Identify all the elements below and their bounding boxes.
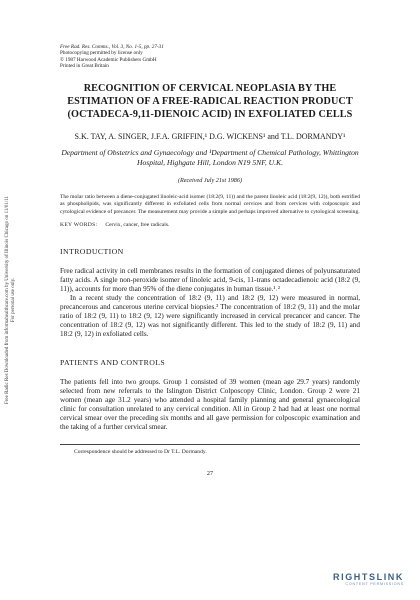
abstract: The molar ratio between a diene-conjugated linoleic-acid isomer (18:2(9, 11)) and the parent linoleic acid (18:2(9, 12)), both estrified as phospholipids, was significantly different in exfoliated cells from normal cervices and from cervices with colposcopic and cytological evidence of precancer. The measurement may provide a simple and perhaps improved alternative to cytological screening. xyxy=(60,194,360,215)
keywords xyxy=(60,222,360,229)
journal-citation: Free Rad. Res. Comms., Vol. 3, No. 1-5, pp. 27-31 xyxy=(60,44,164,50)
article-page xyxy=(60,44,360,477)
rightslink-logo-tagline: CONTENT PERMISSIONS xyxy=(345,582,404,586)
keywords-value: Cervix, cancer, free radicals. xyxy=(105,221,170,228)
printed-note: Printed in Great Britain xyxy=(60,62,109,69)
keywords-label: KEY WORDS: xyxy=(60,221,98,228)
author-affiliation: Department of Obstetrics and Gynaecology and ¹Department of Chemical Pathology, Whittington Hospital, Highgate Hill, London N19 5NF, U.K. xyxy=(61,148,359,168)
rightslink-logo[interactable] xyxy=(333,572,404,586)
correspondence-footnote: Correspondence should be addressed to Dr T.L. Dormandy. xyxy=(74,449,207,456)
introduction-body xyxy=(60,267,360,340)
introduction-heading: INTRODUCTION xyxy=(60,246,124,256)
patients-paragraph-1: The patients fell into two groups. Group 1 consisted of 39 women (mean age 29.7 years) randomly selected from new referrals to the Islington District Colposcopy Clinic, London. Group 2 were 21 women (mean age 31.2 years) who attended a hospital family planning and general gynaecological clinic for consultation unrelated to any cervical condition. All in Group 2 had had at least one normal cervical smear over the preceding six months and all gave permission for colposcopic examination and the taking of a further cervical smear. xyxy=(60,377,360,432)
introduction-paragraph-1: Free radical activity in cell membranes results in the formation of conjugated dienes of polyunsaturated fatty acids. A single non-peroxide isomer of linoleic acid, 9-cis, 11-trans octadecadienoic acid (18:2 (9, 11)), accounts for more than 95% of the diene conjugates in human tissue.¹˒² xyxy=(60,266,360,293)
footnote-divider xyxy=(60,444,360,445)
article-title: RECOGNITION OF CERVICAL NEOPLASIA BY THE ESTIMATION OF A FREE-RADICAL REACTION PRODUCT (OCTADECA-9,11-DIENOIC ACID) IN EXFOLIATED CELLS xyxy=(67,83,353,121)
patients-heading: PATIENTS AND CONTROLS xyxy=(60,357,166,367)
license-note: Photocopying permitted by license only xyxy=(60,50,143,57)
article-authors: S.K. TAY, A. SINGER, J.F.A. GRIFFIN,¹ D.G. WICKENS¹ and T.L. DORMANDY¹ xyxy=(74,132,346,142)
journal-meta xyxy=(60,44,360,69)
download-notice xyxy=(0,150,16,450)
download-notice-line: Free Radic Res Downloaded from informahealthcare.com by University of Illinois Chicago on 11/01/11 xyxy=(5,195,10,405)
page-number: 27 xyxy=(206,470,214,478)
personal-use-notice: For personal use only. xyxy=(11,277,16,323)
introduction-paragraph-2: In a recent study the concentration of 18:2 (9, 11) and 18:2 (9, 12) were measured in normal, precancerous and cancerous uterine cervical biopsies.³ The concentration of 18:2 (9, 11) and the molar ratio of 18:2 (9, 11) to 18:2 (9, 12) were significantly increased in cervical precancer and cancer. The concentration of 18:2 (9, 12) was not significantly different. This led to the study of 18:2 (9, 11) and 18:2 (9, 12) in exfoliated cells. xyxy=(60,294,360,339)
copyright-note: © 1987 Harwood Academic Publishers GmbH xyxy=(60,56,157,63)
rightslink-logo-text: RIGHTSLINK xyxy=(333,572,404,582)
patients-body xyxy=(60,378,360,433)
received-date: (Received July 21st 1986) xyxy=(177,177,243,185)
